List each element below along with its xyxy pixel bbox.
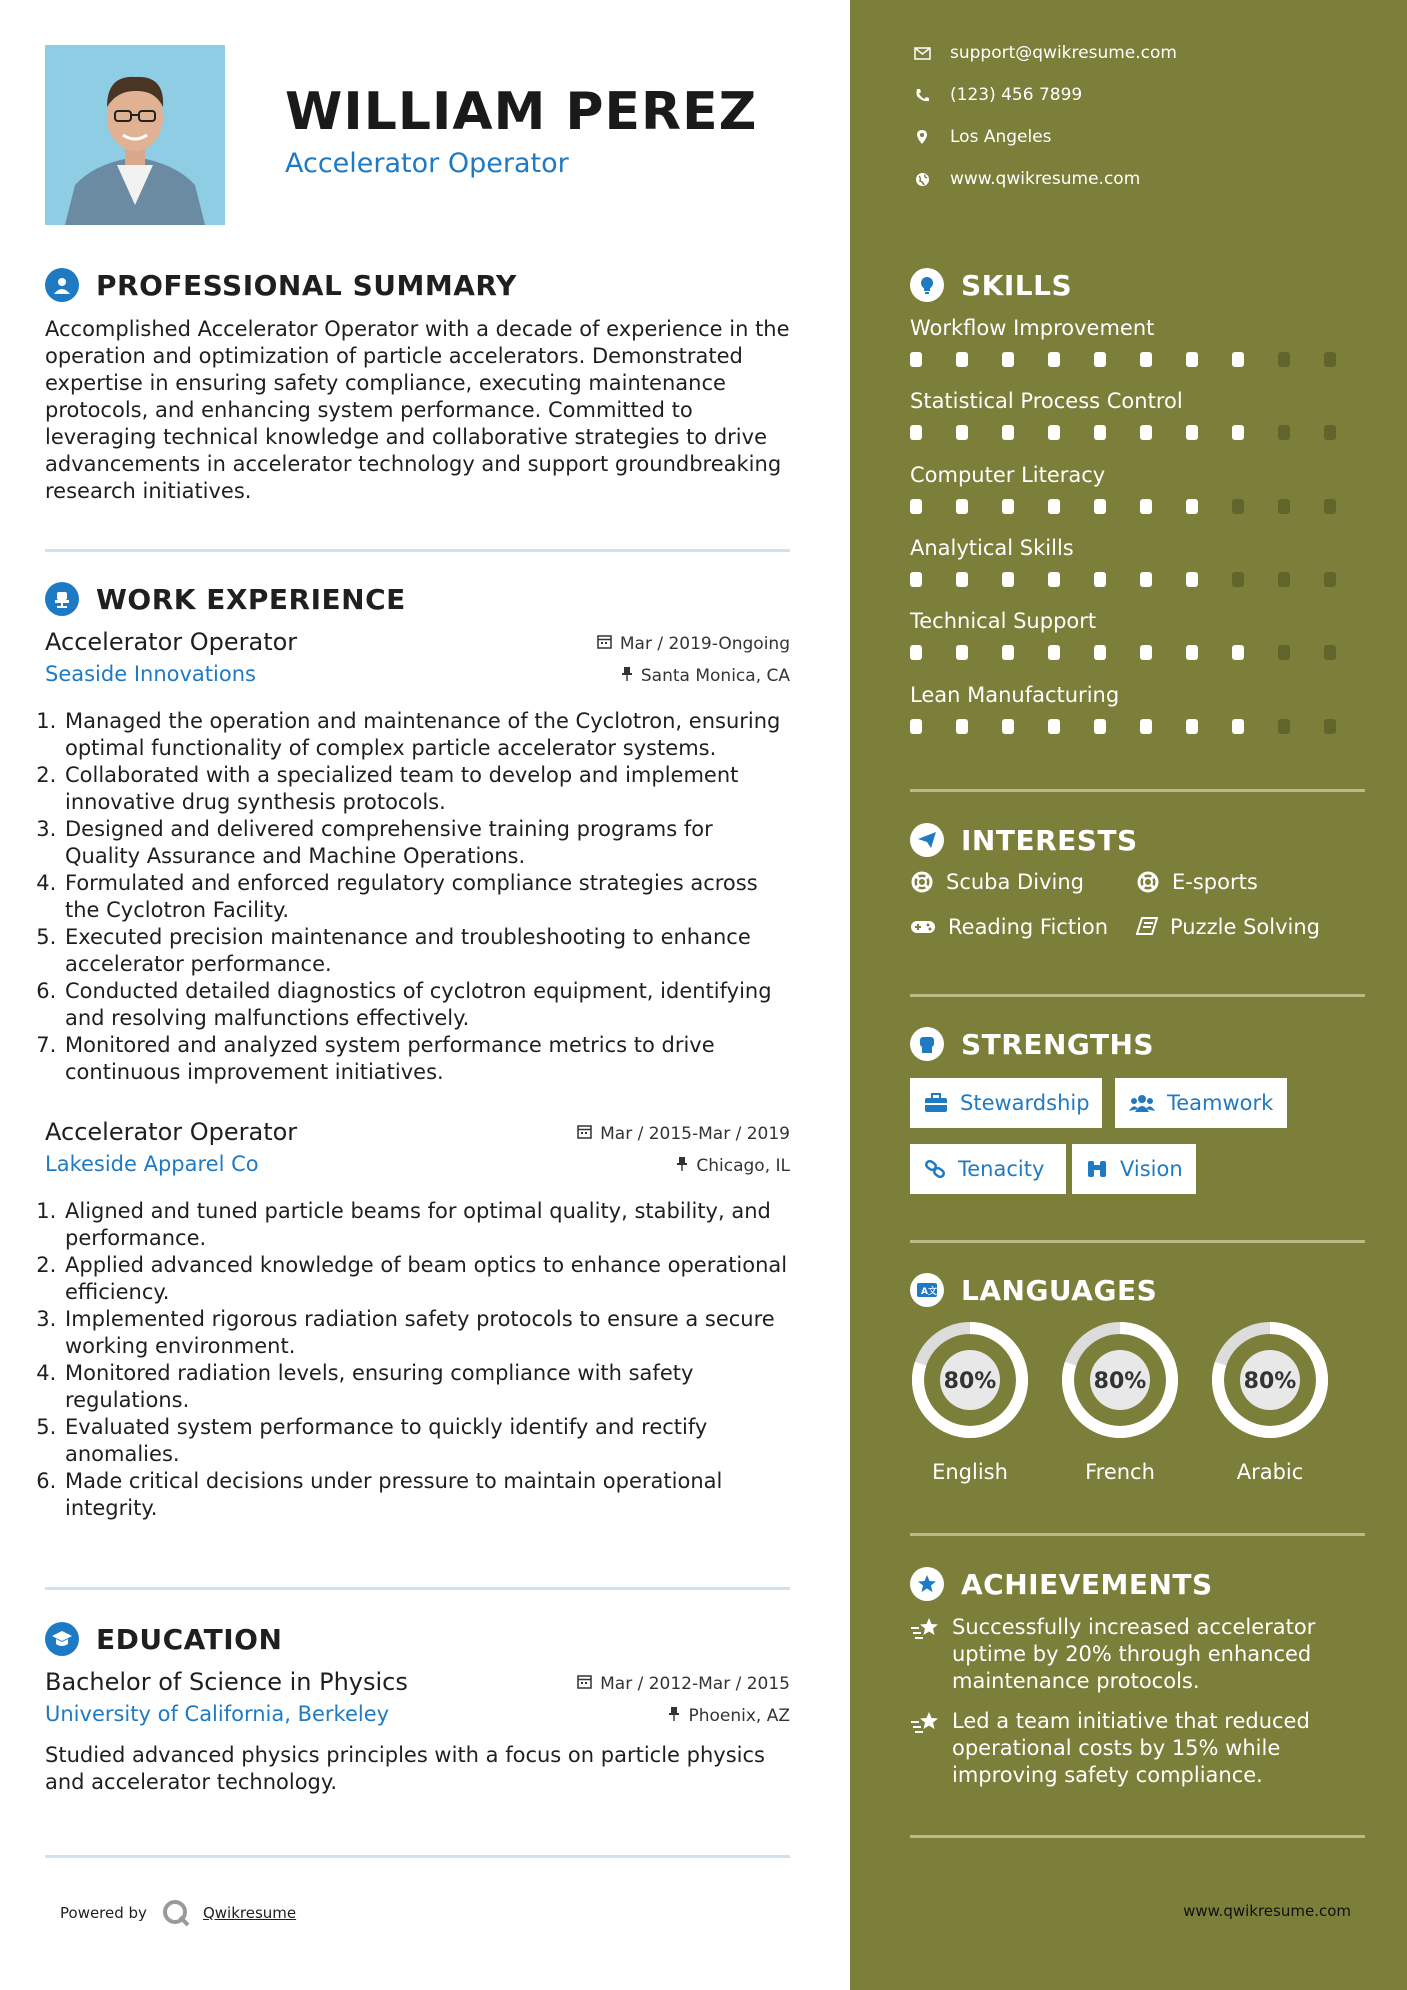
rating-dot-filled bbox=[1232, 352, 1244, 367]
language-item bbox=[908, 1318, 1032, 1484]
skill-item bbox=[910, 463, 1370, 514]
achievement-item bbox=[910, 1708, 1350, 1789]
rating-dot-filled bbox=[1186, 499, 1198, 514]
contact-phone-text: (123) 456 7899 bbox=[950, 85, 1083, 105]
skill-name: Statistical Process Control bbox=[910, 389, 1183, 413]
rating-dot-filled bbox=[956, 719, 968, 734]
candidate-name: WILLIAM PEREZ bbox=[285, 82, 758, 142]
divider bbox=[910, 1835, 1365, 1838]
svg-text:文: 文 bbox=[928, 1287, 938, 1297]
skills-heading: SKILLS bbox=[961, 268, 1073, 302]
strength-label: Vision bbox=[1120, 1157, 1183, 1181]
calendar-icon bbox=[597, 634, 612, 654]
strengths-header bbox=[910, 1027, 1154, 1061]
calendar-icon bbox=[577, 1124, 592, 1144]
skill-rating bbox=[910, 645, 1370, 660]
rating-dot-filled bbox=[1002, 352, 1014, 367]
strength-label: Stewardship bbox=[960, 1091, 1090, 1115]
divider bbox=[45, 1855, 790, 1858]
education-heading: EDUCATION bbox=[96, 1622, 283, 1656]
rating-dot-filled bbox=[1140, 499, 1152, 514]
rating-dot-filled bbox=[1140, 645, 1152, 660]
rating-dot-filled bbox=[1048, 352, 1060, 367]
skill-name: Technical Support bbox=[910, 609, 1097, 633]
rating-dot-filled bbox=[1232, 425, 1244, 440]
rating-dot-empty bbox=[1278, 572, 1290, 587]
shooting-star-icon bbox=[910, 1614, 942, 1695]
list-item: 4. Monitored radiation levels, ensuring compliance with safety regulations. bbox=[63, 1360, 790, 1414]
rating-dot-filled bbox=[1048, 572, 1060, 587]
rating-dot-filled bbox=[1186, 425, 1198, 440]
language-item bbox=[1058, 1318, 1182, 1484]
list-item: 3. Designed and delivered comprehensive training programs for Quality Assurance and Machine Operations. bbox=[63, 816, 790, 870]
candidate-title: Accelerator Operator bbox=[285, 148, 569, 179]
list-item: 1. Aligned and tuned particle beams for optimal quality, stability, and performance. bbox=[63, 1198, 790, 1252]
language-name: English bbox=[932, 1460, 1008, 1484]
language-percent: 80% bbox=[1243, 1369, 1297, 1394]
rating-dot-filled bbox=[1048, 719, 1060, 734]
list-item: 4. Formulated and enforced regulatory compliance strategies across the Cyclotron Facility. bbox=[63, 870, 790, 924]
footer-powered bbox=[60, 1898, 296, 1928]
contact-phone[interactable] bbox=[910, 85, 1082, 105]
rating-dot-filled bbox=[1186, 719, 1198, 734]
qwikresume-logo-icon bbox=[161, 1898, 191, 1928]
list-item: 5. Executed precision maintenance and troubleshooting to enhance accelerator performance. bbox=[63, 924, 790, 978]
language-percent: 80% bbox=[1093, 1369, 1147, 1394]
job-date bbox=[597, 634, 790, 654]
divider bbox=[910, 789, 1365, 792]
powered-by-link[interactable]: Qwikresume bbox=[202, 1904, 297, 1922]
briefcase-chair-icon bbox=[45, 582, 79, 616]
skill-item bbox=[910, 389, 1370, 440]
rating-dot-filled bbox=[1232, 645, 1244, 660]
rating-dot-empty bbox=[1324, 645, 1336, 660]
language-icon bbox=[910, 1273, 944, 1307]
skills-header bbox=[910, 268, 1072, 302]
contact-website-text: www.qwikresume.com bbox=[950, 169, 1141, 189]
language-progress-ring bbox=[908, 1318, 1032, 1442]
link-icon bbox=[924, 1159, 946, 1179]
job-location bbox=[621, 666, 790, 686]
contact-location-text: Los Angeles bbox=[950, 127, 1052, 147]
job-entry bbox=[45, 1118, 790, 1522]
education-header bbox=[45, 1622, 282, 1656]
list-item: 5. Evaluated system performance to quickly identify and rectify anomalies. bbox=[63, 1414, 790, 1468]
globe-icon bbox=[910, 172, 934, 187]
svg-text:A: A bbox=[921, 1287, 928, 1297]
rating-dot-filled bbox=[910, 572, 922, 587]
rating-dot-filled bbox=[1094, 352, 1106, 367]
interest-item bbox=[910, 870, 1084, 894]
education-date bbox=[577, 1674, 790, 1694]
star-badge-icon bbox=[910, 1567, 944, 1601]
rating-dot-filled bbox=[910, 425, 922, 440]
fist-icon bbox=[910, 1027, 944, 1061]
lifebuoy-icon bbox=[1136, 870, 1160, 894]
job-company: Lakeside Apparel Co bbox=[45, 1152, 259, 1176]
shooting-star-icon bbox=[910, 1708, 942, 1789]
list-item: 6. Made critical decisions under pressure to maintain operational integrity. bbox=[63, 1468, 790, 1522]
education-date-text: Mar / 2012-Mar / 2015 bbox=[600, 1674, 790, 1694]
interest-item bbox=[910, 915, 1108, 939]
rating-dot-filled bbox=[1002, 572, 1014, 587]
map-marker-icon bbox=[910, 129, 934, 145]
list-item: 2. Applied advanced knowledge of beam optics to enhance operational efficiency. bbox=[63, 1252, 790, 1306]
rating-dot-filled bbox=[910, 352, 922, 367]
interests-heading: INTERESTS bbox=[961, 823, 1138, 857]
rating-dot-empty bbox=[1232, 499, 1244, 514]
skill-rating bbox=[910, 719, 1370, 734]
rating-dot-filled bbox=[1002, 719, 1014, 734]
rating-dot-filled bbox=[1048, 645, 1060, 660]
rating-dot-empty bbox=[1324, 499, 1336, 514]
user-icon bbox=[45, 268, 79, 302]
school: University of California, Berkeley bbox=[45, 1702, 390, 1726]
rating-dot-empty bbox=[1232, 572, 1244, 587]
job-duties bbox=[45, 1198, 790, 1522]
rating-dot-empty bbox=[1278, 645, 1290, 660]
education-location-text: Phoenix, AZ bbox=[688, 1706, 790, 1726]
education-location bbox=[668, 1706, 790, 1726]
rating-dot-empty bbox=[1324, 352, 1336, 367]
users-icon bbox=[1129, 1093, 1155, 1113]
job-date-text: Mar / 2015-Mar / 2019 bbox=[600, 1124, 790, 1144]
rating-dot-filled bbox=[1002, 499, 1014, 514]
language-progress-ring bbox=[1058, 1318, 1182, 1442]
skill-name: Computer Literacy bbox=[910, 463, 1106, 487]
skill-item bbox=[910, 609, 1370, 660]
interest-item bbox=[1136, 870, 1258, 894]
rating-dot-filled bbox=[1140, 425, 1152, 440]
briefcase-icon bbox=[924, 1093, 948, 1113]
job-title: Accelerator Operator bbox=[45, 1118, 298, 1146]
rating-dot-empty bbox=[1278, 719, 1290, 734]
calendar-icon bbox=[577, 1674, 592, 1694]
binoculars-icon bbox=[1086, 1159, 1108, 1179]
graduation-cap-icon bbox=[45, 1622, 79, 1656]
languages-header bbox=[910, 1273, 1157, 1307]
rating-dot-filled bbox=[1094, 425, 1106, 440]
achievement-text: Led a team initiative that reduced operational costs by 15% while improving safety compliance. bbox=[952, 1709, 1310, 1787]
rating-dot-filled bbox=[1048, 425, 1060, 440]
achievements-heading: ACHIEVEMENTS bbox=[961, 1567, 1213, 1601]
strength-label: Teamwork bbox=[1167, 1091, 1274, 1115]
interest-label: E-sports bbox=[1172, 870, 1258, 894]
achievement-item bbox=[910, 1614, 1350, 1695]
gamepad-icon bbox=[910, 918, 936, 936]
rating-dot-filled bbox=[1140, 352, 1152, 367]
rating-dot-filled bbox=[1002, 645, 1014, 660]
interest-label: Scuba Diving bbox=[946, 870, 1084, 894]
summary-header bbox=[45, 268, 517, 302]
skill-name: Workflow Improvement bbox=[910, 316, 1155, 340]
rating-dot-filled bbox=[1094, 499, 1106, 514]
skill-name: Analytical Skills bbox=[910, 536, 1074, 560]
summary-heading: PROFESSIONAL SUMMARY bbox=[96, 268, 517, 302]
rating-dot-filled bbox=[1186, 645, 1198, 660]
divider bbox=[910, 994, 1365, 997]
job-company: Seaside Innovations bbox=[45, 662, 256, 686]
skill-item bbox=[910, 683, 1370, 734]
rating-dot-filled bbox=[910, 499, 922, 514]
rating-dot-empty bbox=[1278, 425, 1290, 440]
rating-dot-filled bbox=[1140, 572, 1152, 587]
footer-website[interactable]: www.qwikresume.com bbox=[1183, 1902, 1351, 1920]
rating-dot-filled bbox=[1048, 499, 1060, 514]
skill-rating bbox=[910, 572, 1370, 587]
job-duties bbox=[45, 708, 790, 1086]
rating-dot-filled bbox=[1140, 719, 1152, 734]
strength-tag bbox=[910, 1144, 1066, 1194]
rating-dot-filled bbox=[910, 719, 922, 734]
rating-dot-empty bbox=[1324, 719, 1336, 734]
pin-icon bbox=[668, 1706, 680, 1726]
rating-dot-filled bbox=[956, 352, 968, 367]
interest-item bbox=[1136, 915, 1320, 939]
education-text: Studied advanced physics principles with a focus on particle physics and accelerator technology. bbox=[45, 1743, 765, 1794]
rating-dot-filled bbox=[1186, 352, 1198, 367]
interest-label: Reading Fiction bbox=[948, 915, 1109, 939]
rating-dot-filled bbox=[956, 572, 968, 587]
job-date bbox=[577, 1124, 790, 1144]
language-item bbox=[1208, 1318, 1332, 1484]
rating-dot-filled bbox=[956, 499, 968, 514]
experience-header bbox=[45, 582, 406, 616]
list-item: 6. Conducted detailed diagnostics of cyclotron equipment, identifying and resolving malfunctions effectively. bbox=[63, 978, 790, 1032]
skill-name: Lean Manufacturing bbox=[910, 683, 1120, 707]
list-item: 2. Collaborated with a specialized team to develop and implement innovative drug synthesis protocols. bbox=[63, 762, 790, 816]
paper-plane-icon bbox=[910, 823, 944, 857]
job-title: Accelerator Operator bbox=[45, 628, 298, 656]
rating-dot-filled bbox=[956, 425, 968, 440]
strength-tag bbox=[910, 1078, 1102, 1128]
divider bbox=[910, 1533, 1365, 1536]
rating-dot-filled bbox=[1094, 719, 1106, 734]
lightbulb-icon bbox=[910, 268, 944, 302]
languages-heading: LANGUAGES bbox=[961, 1273, 1158, 1307]
divider bbox=[45, 1587, 790, 1590]
rating-dot-filled bbox=[1094, 572, 1106, 587]
contact-location bbox=[910, 127, 1052, 147]
list-item: 7. Monitored and analyzed system performance metrics to drive continuous improvement initiatives. bbox=[63, 1032, 790, 1086]
rating-dot-filled bbox=[1002, 425, 1014, 440]
education-entry bbox=[45, 1668, 790, 1796]
rating-dot-filled bbox=[1186, 572, 1198, 587]
pin-icon bbox=[676, 1156, 688, 1176]
rating-dot-empty bbox=[1278, 352, 1290, 367]
rating-dot-empty bbox=[1278, 499, 1290, 514]
book-icon bbox=[1136, 917, 1158, 937]
envelope-icon bbox=[910, 47, 934, 60]
achievement-text: Successfully increased accelerator uptime by 20% through enhanced maintenance protocols. bbox=[952, 1615, 1316, 1693]
interest-label: Puzzle Solving bbox=[1170, 915, 1320, 939]
list-item: 1. Managed the operation and maintenance of the Cyclotron, ensuring optimal functionality of complex particle accelerator systems. bbox=[63, 708, 790, 762]
language-percent: 80% bbox=[943, 1369, 997, 1394]
profile-photo bbox=[45, 45, 225, 225]
job-date-text: Mar / 2019-Ongoing bbox=[619, 634, 790, 654]
rating-dot-filled bbox=[1232, 719, 1244, 734]
language-name: French bbox=[1085, 1460, 1155, 1484]
powered-by-label: Powered by bbox=[60, 1904, 147, 1922]
skill-rating bbox=[910, 499, 1370, 514]
skill-rating bbox=[910, 425, 1370, 440]
list-item: 3. Implemented rigorous radiation safety protocols to ensure a secure working environment. bbox=[63, 1306, 790, 1360]
rating-dot-filled bbox=[956, 645, 968, 660]
achievements-header bbox=[910, 1567, 1213, 1601]
summary-text: Accomplished Accelerator Operator with a decade of experience in the operation and optimization of particle accelerators. Demonstrated expertise in ensuring safety compliance, executing maintenance protocols, and enhancing system performance. Committed to leveraging technical knowledge and collaborative strategies to drive advancements in accelerator technology and support groundbreaking research initiatives. bbox=[45, 317, 790, 503]
contact-email[interactable] bbox=[910, 43, 1177, 63]
skill-item bbox=[910, 536, 1370, 587]
divider bbox=[910, 1240, 1365, 1243]
job-entry bbox=[45, 628, 790, 1086]
job-location-text: Santa Monica, CA bbox=[640, 666, 790, 686]
job-location bbox=[676, 1156, 790, 1176]
pin-icon bbox=[621, 666, 633, 686]
strength-tag bbox=[1072, 1144, 1196, 1194]
contact-email-text: support@qwikresume.com bbox=[950, 43, 1177, 63]
contact-website[interactable] bbox=[910, 169, 1140, 189]
sidebar bbox=[850, 0, 1407, 1990]
rating-dot-empty bbox=[1324, 425, 1336, 440]
language-name: Arabic bbox=[1236, 1460, 1304, 1484]
language-progress-ring bbox=[1208, 1318, 1332, 1442]
rating-dot-filled bbox=[910, 645, 922, 660]
rating-dot-filled bbox=[1094, 645, 1106, 660]
degree: Bachelor of Science in Physics bbox=[45, 1668, 408, 1696]
skill-item bbox=[910, 316, 1370, 367]
divider bbox=[45, 549, 790, 552]
experience-heading: WORK EXPERIENCE bbox=[96, 582, 406, 616]
job-location-text: Chicago, IL bbox=[696, 1156, 790, 1176]
skill-rating bbox=[910, 352, 1370, 367]
strength-label: Tenacity bbox=[958, 1157, 1045, 1181]
strength-tag bbox=[1115, 1078, 1287, 1128]
interests-header bbox=[910, 823, 1138, 857]
strengths-heading: STRENGTHS bbox=[961, 1027, 1155, 1061]
rating-dot-empty bbox=[1324, 572, 1336, 587]
phone-icon bbox=[910, 88, 934, 103]
lifebuoy-icon bbox=[910, 870, 934, 894]
